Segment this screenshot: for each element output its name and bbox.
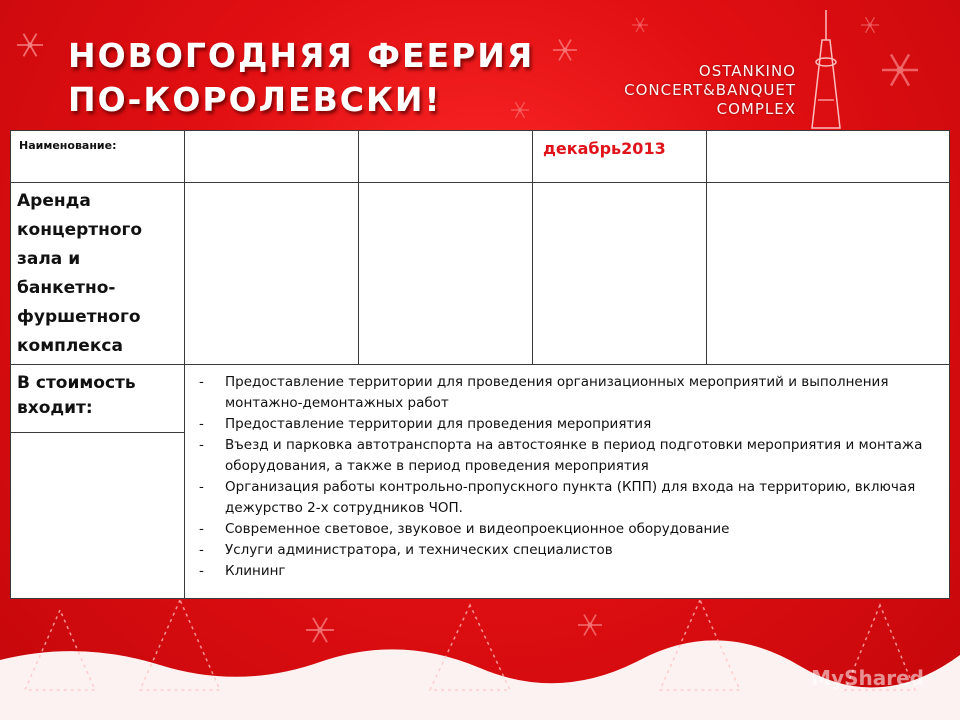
header-month-cell: декабрь2013 bbox=[533, 131, 707, 183]
header-name-cell: Наименование: bbox=[11, 131, 185, 183]
list-item: - Предоставление территории для проведения мероприятия bbox=[197, 414, 941, 435]
title-line-1: НОВОГОДНЯЯ ФЕЕРИЯ bbox=[68, 36, 535, 75]
list-item: - Организация работы контрольно-пропускного пункта (КПП) для входа на территорию, включая дежурство 2-х сотрудников ЧОП. bbox=[197, 477, 941, 519]
rental-row bbox=[11, 183, 950, 365]
snowflake-icon bbox=[882, 54, 918, 85]
snowflake-icon bbox=[17, 34, 43, 57]
included-label-cell: В стоимость входит: bbox=[11, 365, 185, 433]
list-item: - Клининг bbox=[197, 561, 941, 582]
venue-line-3: COMPLEX bbox=[716, 100, 796, 118]
venue-line-1: OSTANKINO bbox=[698, 62, 796, 80]
rental-empty-cell bbox=[185, 183, 359, 365]
snowflake-icon bbox=[861, 17, 879, 33]
list-item: - Современное световое, звуковое и видеопроекционное оборудование bbox=[197, 519, 941, 540]
rental-empty-cell bbox=[533, 183, 707, 365]
included-row bbox=[11, 365, 950, 433]
table-header-row bbox=[11, 131, 950, 183]
header-empty-cell bbox=[707, 131, 950, 183]
snowflake-icon bbox=[632, 18, 648, 32]
title-line-2: ПО-КОРОЛЕВСКИ! bbox=[68, 80, 442, 119]
included-empty-cell bbox=[11, 433, 185, 599]
rental-empty-cell bbox=[359, 183, 533, 365]
venue-line-2: CONCERT&BANQUET bbox=[624, 81, 796, 99]
snowflake-icon bbox=[306, 618, 334, 642]
page-title bbox=[68, 34, 534, 122]
included-items-list bbox=[185, 365, 949, 582]
included-items-cell bbox=[185, 365, 950, 599]
tv-tower-icon bbox=[812, 10, 840, 128]
list-item: - Услуги администратора, и технических специалистов bbox=[197, 540, 941, 561]
header-empty-cell bbox=[359, 131, 533, 183]
rental-label-cell: Аренда концертного зала и банкетно-фуршетного комплекса bbox=[11, 183, 185, 365]
header-empty-cell bbox=[185, 131, 359, 183]
list-item: - Въезд и парковка автотранспорта на автостоянке в период подготовки мероприятия и монтажа оборудования, а также в период проведения мероприятия bbox=[197, 435, 941, 477]
snowflake-icon bbox=[553, 40, 577, 61]
list-item: - Предоставление территории для проведения организационных мероприятий и выполнения монтажно-демонтажных работ bbox=[197, 372, 941, 414]
watermark: MyShared bbox=[811, 666, 924, 690]
price-table bbox=[10, 130, 950, 599]
snowflake-icon bbox=[578, 615, 602, 636]
venue-logo-text bbox=[624, 62, 796, 119]
rental-empty-cell bbox=[707, 183, 950, 365]
